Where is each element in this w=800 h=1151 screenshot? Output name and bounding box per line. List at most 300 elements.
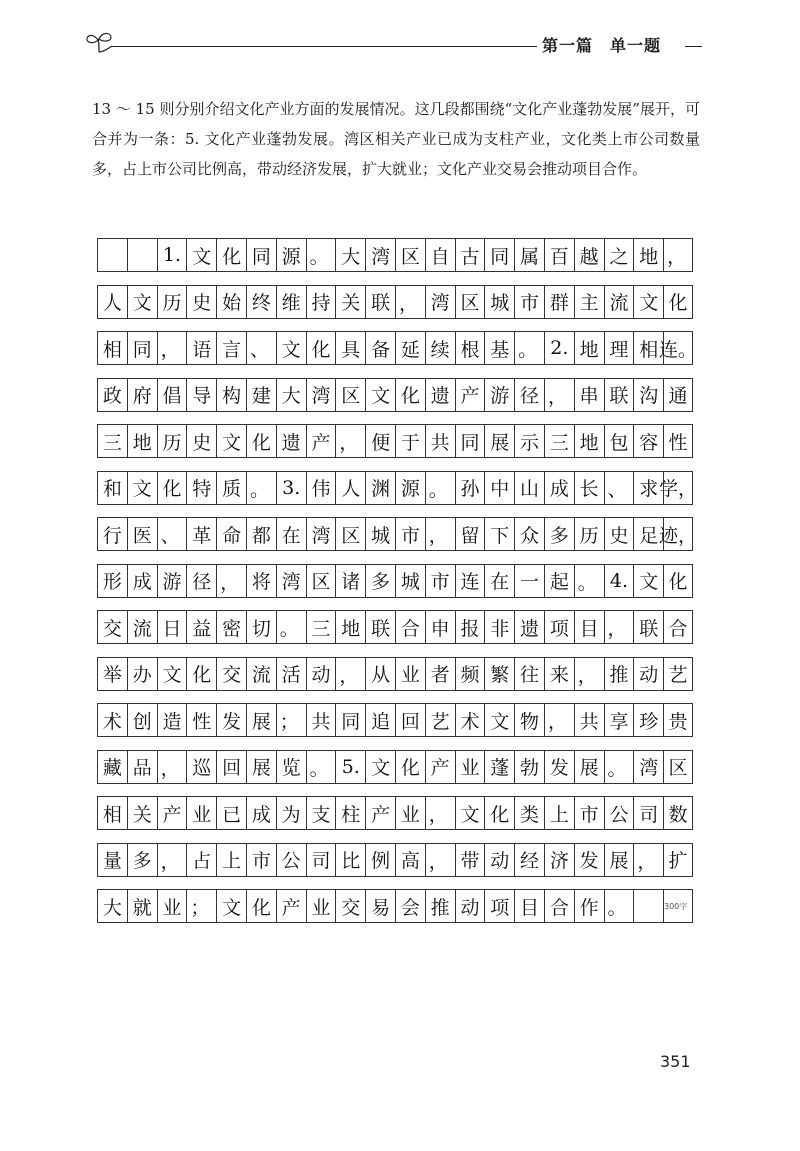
grid-cell: 化 [186,657,216,691]
grid-cell: 、 [246,331,276,365]
header-rule [112,46,537,47]
grid-cell: 珍 [633,703,663,737]
grid-cell: 具 [335,331,365,365]
grid-cell: 化 [216,238,246,272]
grid-cell: 足 [633,517,663,551]
grid-cell: 性 [663,424,693,458]
grid-cell: 带 [455,843,485,877]
grid-cell: 。 [246,471,276,505]
grid-cell: 化 [157,471,187,505]
grid-cell: 勃 [514,750,544,784]
grid-cell: 多 [127,843,157,877]
grid-cell: 山 [514,471,544,505]
grid-cell: 览 [276,750,306,784]
grid-cell: 业 [395,796,425,830]
grid-row [97,331,698,365]
grid-cell: 追 [365,703,395,737]
grid-cell: 化 [246,889,276,923]
answer-grid [97,238,698,936]
grid-cell: 理 [604,331,634,365]
grid-cell: 术 [97,703,127,737]
grid-cell: 比 [335,843,365,877]
grid-cell: 切 [246,610,276,644]
grid-cell: 项 [484,889,514,923]
grid-cell: 终 [246,285,276,319]
grid-row [97,750,693,784]
grid-cell: 目 [574,610,604,644]
grid-cell: 回 [395,703,425,737]
grid-cell: 多 [365,564,395,598]
grid-cell: 流 [246,657,276,691]
grid-cell: 关 [335,285,365,319]
grid-cell: 属 [514,238,544,272]
grid-cell: 化 [663,564,693,598]
grid-cell: 大 [335,238,365,272]
grid-cell: 数 [663,796,693,830]
grid-cell: 三 [97,424,127,458]
grid-cell: 从 [365,657,395,691]
grid-row [97,378,693,412]
grid-cell: 项 [544,610,574,644]
grid-cell: 2. [544,331,574,365]
grid-cell: ， [335,424,365,458]
sprout-icon [84,30,114,54]
grid-cell: 物 [514,703,544,737]
grid-cell: 业 [306,889,336,923]
grid-cell: 动 [633,657,663,691]
grid-cell: 扩 [663,843,693,877]
grid-cell: 5. [335,750,365,784]
grid-cell: 交 [335,889,365,923]
grid-cell: 持 [306,285,336,319]
grid-row [97,657,693,691]
grid-cell: 伟 [306,471,336,505]
grid-cell: 成 [246,796,276,830]
grid-cell: ， [544,378,574,412]
grid-cell: 学， [663,471,693,505]
grid-cell: 三 [544,424,574,458]
grid-cell: 动 [306,657,336,691]
grid-cell: 、 [157,517,187,551]
grid-cell: 1. [157,238,187,272]
header-rule-end [685,46,702,47]
grid-cell: 共 [306,703,336,737]
grid-cell: 容 [633,424,663,458]
header-title: 第一篇 单一题 [542,36,662,55]
grid-cell: 。 [425,471,455,505]
grid-cell: 展 [246,703,276,737]
grid-cell: 司 [306,843,336,877]
grid-cell: 共 [425,424,455,458]
grid-cell: 举 [97,657,127,691]
grid-cell: 区 [395,238,425,272]
grid-cell: 将 [246,564,276,598]
grid-cell: 区 [306,564,336,598]
grid-cell: 。 [604,889,634,923]
grid-cell: 维 [276,285,306,319]
grid-cell: 历 [157,285,187,319]
grid-cell: ， [574,657,604,691]
grid-cell: 相 [97,331,127,365]
grid-cell: 中 [484,471,514,505]
grid-cell: 遗 [425,378,455,412]
grid-cell: 流 [604,285,634,319]
grid-cell: 同 [246,238,276,272]
grid-cell: 导 [186,378,216,412]
grid-cell [127,238,157,272]
grid-cell: ， [157,843,187,877]
grid-cell: 例 [365,843,395,877]
grid-cell: 越 [574,238,604,272]
grid-cell: 在 [484,564,514,598]
grid-cell: 湾 [425,285,455,319]
grid-cell: ， [633,843,663,877]
grid-cell: 展 [246,750,276,784]
grid-cell: 支 [306,796,336,830]
grid-cell: 特 [186,471,216,505]
grid-cell: 史 [186,424,216,458]
grid-cell: 相 [633,331,663,365]
grid-cell: 化 [484,796,514,830]
grid-cell: 延 [395,331,425,365]
grid-row [97,796,693,830]
grid-cell: 建 [246,378,276,412]
grid-cell: ， [425,517,455,551]
grid-cell: 公 [604,796,634,830]
grid-cell: 人 [97,285,127,319]
grid-cell [97,238,127,272]
grid-cell: 革 [186,517,216,551]
grid-cell: ； [276,703,306,737]
grid-cell: 备 [365,331,395,365]
grid-cell: 孙 [455,471,485,505]
grid-cell: 4. [604,564,634,598]
grid-cell: ， [216,564,246,598]
grid-cell: ， [157,331,187,365]
grid-cell: 产 [276,889,306,923]
grid-cell: 便 [365,424,395,458]
grid-cell: 创 [127,703,157,737]
grid-cell: 质 [216,471,246,505]
grid-cell: 文 [216,889,246,923]
grid-cell: 众 [514,517,544,551]
grid-cell: 湾 [306,378,336,412]
grid-cell: ， [425,843,455,877]
grid-cell: 发 [574,843,604,877]
grid-cell: 交 [97,610,127,644]
grid-cell: 史 [604,517,634,551]
grid-cell: 、 [604,471,634,505]
grid-cell: 言 [216,331,246,365]
grid-cell: 文 [186,238,216,272]
grid-cell: 史 [186,285,216,319]
grid-cell: 源 [276,238,306,272]
grid-cell: 成 [544,471,574,505]
grid-cell: 化 [395,750,425,784]
grid-cell: 市 [574,796,604,830]
grid-cell: 成 [127,564,157,598]
grid-cell: 诸 [335,564,365,598]
grid-cell: 性 [186,703,216,737]
grid-cell: 高 [395,843,425,877]
grid-cell: 包 [604,424,634,458]
grid-cell: 主 [574,285,604,319]
grid-cell: 根 [455,331,485,365]
grid-cell: 源 [395,471,425,505]
grid-cell: 市 [246,843,276,877]
grid-cell: 多 [544,517,574,551]
grid-cell: 为 [276,796,306,830]
grid-cell: 之 [604,238,634,272]
grid-cell: 共 [574,703,604,737]
grid-cell: 地 [127,424,157,458]
grid-cell: 串 [574,378,604,412]
grid-cell: 。 [514,331,544,365]
grid-cell: 文 [276,331,306,365]
grid-cell: 留 [455,517,485,551]
grid-cell: 占 [186,843,216,877]
grid-row [97,285,693,319]
grid-cell: 享 [604,703,634,737]
grid-cell: 文 [633,564,663,598]
grid-cell: 艺 [663,657,693,691]
grid-cell: 续 [425,331,455,365]
grid-cell: 湾 [306,517,336,551]
grid-cell: 联 [604,378,634,412]
grid-cell: 联 [633,610,663,644]
grid-cell: 都 [246,517,276,551]
grid-cell: 。 [276,610,306,644]
grid-cell: 回 [216,750,246,784]
grid-cell: 人 [335,471,365,505]
grid-cell: 起 [544,564,574,598]
grid-cell: 区 [455,285,485,319]
grid-cell: ， [157,750,187,784]
grid-cell: 游 [157,564,187,598]
grid-cell: 径 [186,564,216,598]
grid-cell: 语 [186,331,216,365]
grid-cell: ， [604,610,634,644]
grid-cell: 化 [306,331,336,365]
grid-cell: 同 [335,703,365,737]
grid-cell [633,889,663,923]
grid-cell: 申 [425,610,455,644]
grid-cell: 展 [574,750,604,784]
grid-cell: 发 [544,750,574,784]
grid-cell: 产 [306,424,336,458]
grid-cell: 繁 [484,657,514,691]
grid-cell: 城 [395,564,425,598]
grid-cell: 。 [306,750,336,784]
grid-cell: 文 [365,750,395,784]
grid-cell: 品 [127,750,157,784]
grid-cell: 日 [157,610,187,644]
grid-cell: 密 [216,610,246,644]
grid-cell: 湾 [365,238,395,272]
grid-cell: 。 [574,564,604,598]
grid-cell: 产 [157,796,187,830]
grid-cell: 合 [395,610,425,644]
grid-cell: 造 [157,703,187,737]
grid-cell: 遗 [514,610,544,644]
grid-cell: 往 [514,657,544,691]
page-number: 351 [660,1052,691,1071]
grid-cell: 经 [514,843,544,877]
grid-cell: 文 [127,471,157,505]
grid-cell: 展 [604,843,634,877]
grid-cell: 三 [306,610,336,644]
grid-cell: 府 [127,378,157,412]
grid-cell: 同 [127,331,157,365]
grid-cell: 区 [663,750,693,784]
grid-cell: 市 [425,564,455,598]
grid-cell: 来 [544,657,574,691]
grid-cell: 合 [544,889,574,923]
grid-row [97,424,693,458]
grid-cell: ， [335,657,365,691]
grid-cell: 相 [97,796,127,830]
grid-cell: 巡 [186,750,216,784]
grid-cell: 在 [276,517,306,551]
grid-row [97,703,693,737]
grid-cell: 贵 [663,703,693,737]
grid-row [97,843,693,877]
grid-cell: 文 [633,285,663,319]
grid-cell: 倡 [157,378,187,412]
grid-cell: 古 [455,238,485,272]
grid-cell: 群 [544,285,574,319]
grid-cell: 联 [365,610,395,644]
grid-cell: 同 [455,424,485,458]
grid-cell: 蓬 [484,750,514,784]
grid-cell: 艺 [425,703,455,737]
grid-row [97,238,693,272]
grid-cell: ， [425,796,455,830]
grid-cell: 产 [365,796,395,830]
grid-cell: 会 [395,889,425,923]
grid-cell: 渊 [365,471,395,505]
grid-cell: 于 [395,424,425,458]
grid-cell: 城 [484,285,514,319]
grid-cell: 术 [455,703,485,737]
grid-cell: 区 [335,378,365,412]
grid-cell: 上 [216,843,246,877]
grid-cell: 。 [306,238,336,272]
grid-cell: 业 [395,657,425,691]
grid-cell: 历 [157,424,187,458]
grid-cell: 大 [97,889,127,923]
grid-cell: 产 [425,750,455,784]
grid-cell: 频 [455,657,485,691]
grid-cell: 城 [365,517,395,551]
grid-cell: 关 [127,796,157,830]
grid-cell: ； [186,889,216,923]
grid-cell: 通 [663,378,693,412]
grid-cell: 求 [633,471,663,505]
grid-cell: 公 [276,843,306,877]
grid-row [97,517,698,551]
grid-cell: 量 [97,843,127,877]
grid-cell: 同 [484,238,514,272]
grid-row [97,889,693,923]
grid-cell: 化 [395,378,425,412]
grid-cell: 办 [127,657,157,691]
grid-cell: 游 [484,378,514,412]
grid-cell: 文 [484,703,514,737]
grid-cell: 报 [455,610,485,644]
grid-cell: 藏 [97,750,127,784]
grid-cell: 遗 [276,424,306,458]
grid-cell: 区 [335,517,365,551]
grid-cell: 发 [216,703,246,737]
grid-row [97,471,698,505]
grid-cell: 易 [365,889,395,923]
grid-cell: 历 [574,517,604,551]
grid-row [97,610,693,644]
grid-cell: 业 [455,750,485,784]
grid-cell: ， [395,285,425,319]
grid-cell: 流 [127,610,157,644]
grid-cell: 迹， [663,517,693,551]
grid-cell: 地 [574,424,604,458]
grid-cell: 业 [157,889,187,923]
grid-cell: 类 [514,796,544,830]
grid-cell: 和 [97,471,127,505]
grid-cell: 文 [216,424,246,458]
grid-cell: 化 [663,285,693,319]
grid-cell: 行 [97,517,127,551]
grid-cell: 径 [514,378,544,412]
grid-cell: 政 [97,378,127,412]
grid-cell: 形 [97,564,127,598]
grid-cell: 展 [484,424,514,458]
grid-cell: 地 [335,610,365,644]
grid-cell: 自 [425,238,455,272]
grid-cell: 。 [604,750,634,784]
grid-cell: ， [544,703,574,737]
grid-cell: 推 [425,889,455,923]
grid-cell: 文 [127,285,157,319]
grid-cell: 始 [216,285,246,319]
grid-cell: 连 [455,564,485,598]
grid-cell: 医 [127,517,157,551]
grid-cell: 文 [157,657,187,691]
grid-cell: 市 [514,285,544,319]
grid-cell: 文 [455,796,485,830]
grid-cell: 百 [544,238,574,272]
grid-cell: 产 [455,378,485,412]
grid-cell: 动 [455,889,485,923]
grid-cell: 动 [484,843,514,877]
grid-cell: 湾 [276,564,306,598]
grid-cell: 地 [633,238,663,272]
grid-cell: 济 [544,843,574,877]
grid-cell: 联 [365,285,395,319]
grid-cell: 示 [514,424,544,458]
grid-cell: 一 [514,564,544,598]
grid-cell: 湾 [633,750,663,784]
grid-cell: 沟 [633,378,663,412]
grid-cell: 3. [276,471,306,505]
grid-cell: 目 [514,889,544,923]
grid-cell: 基 [484,331,514,365]
grid-cell: 文 [365,378,395,412]
grid-cell: 已 [216,796,246,830]
grid-cell: 作 [574,889,604,923]
grid-cell: 上 [544,796,574,830]
word-count-label: 300字 [664,902,688,911]
grid-cell: 柱 [335,796,365,830]
